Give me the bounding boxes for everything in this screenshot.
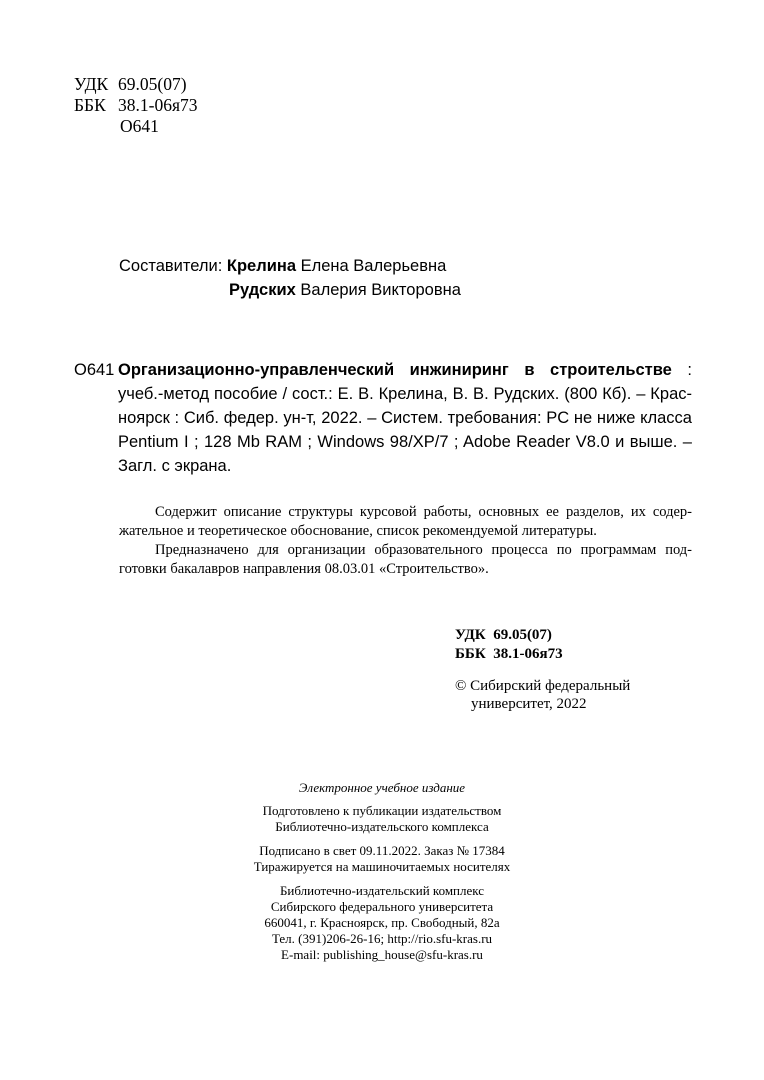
entry-line-4: Pentium I ; 128 Mb RAM ; Windows 98/XP/7 ; Adobe Reader V8.0 и выше. – (118, 433, 692, 451)
email-line: E-mail: publishing_house@sfu-kras.ru (281, 947, 483, 962)
entry-line-1 (118, 358, 692, 382)
entry-title-colon: : (687, 361, 692, 379)
annotation-block (119, 503, 692, 579)
compiler-2-name: Валерия Викторовна (300, 281, 461, 299)
udk-value: 69.05(07) (118, 74, 187, 94)
prepared-line-2: Библиотечно-издательского комплекса (275, 819, 489, 834)
bbk-row (74, 95, 198, 116)
compiler-1-name: Елена Валерьевна (300, 257, 447, 275)
copyright-line-1: © Сибирский федеральный (455, 678, 631, 694)
publisher-line-2: Сибирского федерального университета (270, 899, 494, 914)
annotation-p1-line1: Содержит описание структуры курсовой работы, основных ее разделов, их содер- (155, 504, 692, 520)
bottom-bbk: ББК 38.1-06я73 (455, 646, 563, 662)
entry-line-2: учеб.-метод пособие / сост.: Е. В. Крелина, В. В. Рудских. (800 Кб). – Крас- (118, 385, 692, 403)
classification-block (74, 74, 198, 137)
prepared-line-1: Подготовлено к публикации издательством (262, 803, 502, 818)
address-line: 660041, г. Красноярск, пр. Свободный, 82а (264, 915, 500, 930)
prepared-group (0, 803, 764, 835)
publisher-group (0, 883, 764, 963)
compiler-2-surname: Рудских (229, 281, 296, 299)
signed-group (0, 843, 764, 875)
copyright-block (455, 677, 630, 713)
signed-line: Подписано в свет 09.11.2022. Заказ № 17384 (259, 843, 505, 858)
imprint-block (0, 780, 764, 971)
entry-line-3: ноярск : Сиб. федер. ун-т, 2022. – Систем. требования: PC не ниже класса (118, 409, 692, 427)
author-sign: О641 (120, 116, 159, 136)
bibliographic-entry (74, 358, 692, 478)
annotation-p2-line1: Предназначено для организации образовательного процесса по программам под- (155, 542, 692, 558)
bottom-udk: УДК 69.05(07) (455, 627, 552, 643)
compiler-1-surname: Крелина (226, 257, 296, 275)
udk-row (74, 74, 198, 95)
entry-line-5: Загл. с экрана. (118, 457, 232, 475)
replicated-line: Тиражируется на машиночитаемых носителях (253, 859, 511, 874)
edition-type: Электронное учебное издание (298, 780, 466, 795)
compiler-row-2 (119, 278, 461, 302)
entry-title: Организационно-управленческий инжиниринг в строительстве (118, 361, 672, 379)
compiler-row-1 (119, 254, 461, 278)
entry-body (118, 358, 692, 478)
entry-code: О641 (74, 361, 115, 379)
bbk-label: ББК (74, 95, 106, 115)
copyright-line-2: университет, 2022 (471, 696, 587, 712)
bottom-codes (455, 626, 563, 664)
annotation-p1-line2: жательное и теоретическое обоснование, список рекомендуемой литературы. (119, 523, 597, 539)
phone-line: Тел. (391)206-26-16; http://rio.sfu-kras.ru (271, 931, 493, 946)
udk-label: УДК (74, 74, 109, 94)
annotation-p2-line2: готовки бакалавров направления 08.03.01 «Строительство». (119, 561, 489, 577)
bbk-value: 38.1-06я73 (118, 95, 198, 115)
publisher-line-1: Библиотечно-издательский комплекс (279, 883, 485, 898)
compilers-label: Составители: (119, 257, 223, 275)
compilers-block (119, 254, 461, 302)
